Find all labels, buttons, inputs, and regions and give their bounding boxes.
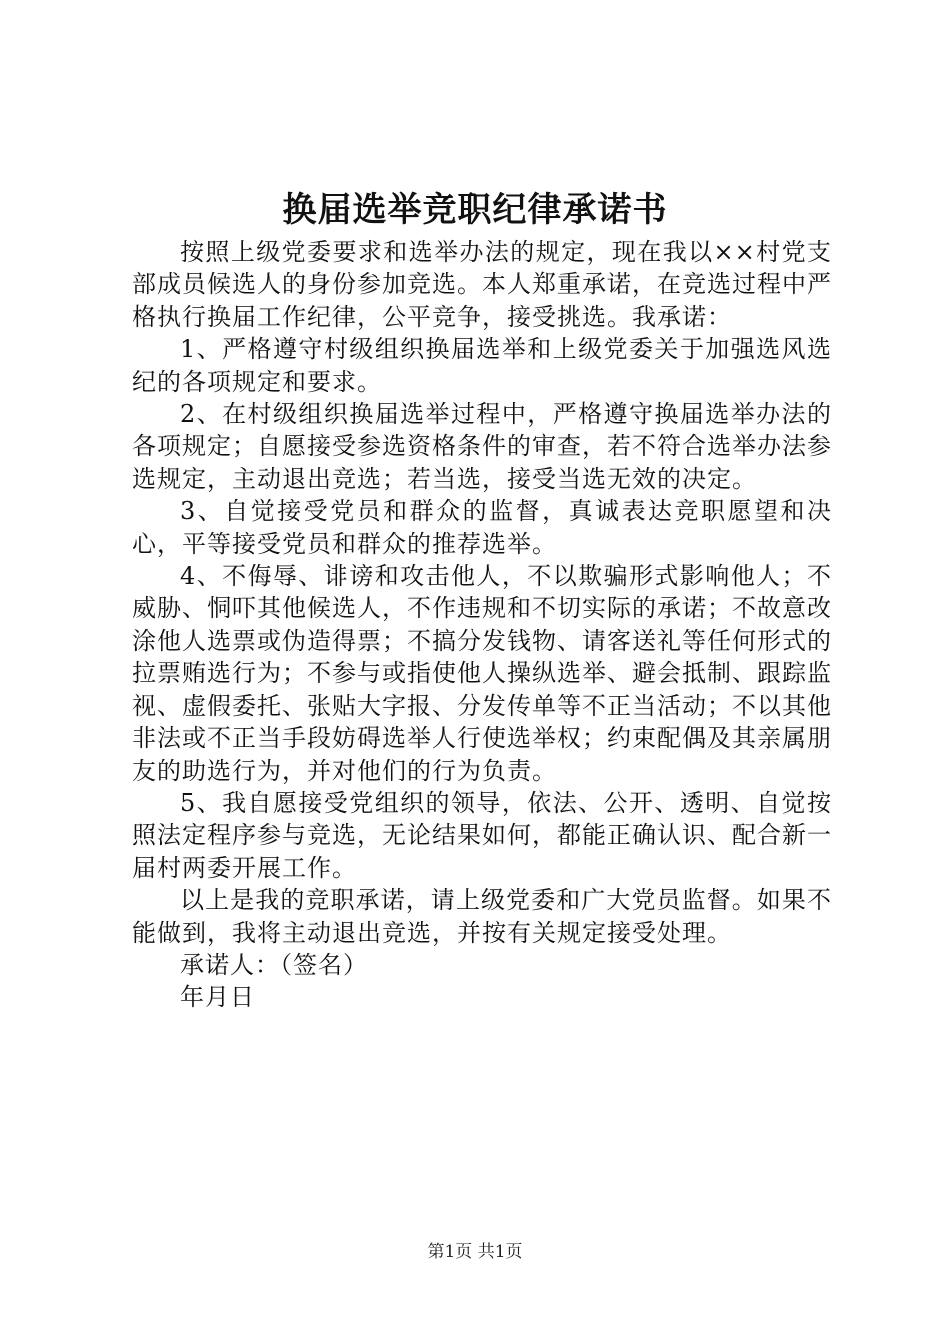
commitment-item-5: 5、我自愿接受党组织的领导，依法、公开、透明、自觉按照法定程序参与竞选，无论结果如何，都能正确认识、配合新一届村两委开展工作。 xyxy=(132,788,832,882)
document-title: 换届选举竞职纪律承诺书 xyxy=(282,190,668,230)
document-body xyxy=(132,236,832,1014)
commitment-item-4: 4、不侮辱、诽谤和攻击他人，不以欺骗形式影响他人；不威胁、恫吓其他候选人，不作违规和不切实际的承诺；不故意改涂他人选票或伪造得票；不搞分发钱物、请客送礼等任何形式的拉票贿选行为；不参与或指使他人操纵选举、避会抵制、跟踪监视、虚假委托、张贴大字报、分发传单等不正当活动；不以其他非法或不正当手段妨碍选举人行使选举权；约束配偶及其亲属朋友的助选行为，并对他们的行为负责。 xyxy=(132,562,832,785)
commitment-item-3: 3、自觉接受党员和群众的监督，真诚表达竞职愿望和决心，平等接受党员和群众的推荐选举。 xyxy=(132,497,832,558)
date-line: 年月日 xyxy=(180,983,255,1012)
closing-paragraph: 以上是我的竞职承诺，请上级党委和广大党员监督。如果不能做到，我将主动退出竞选，并按有关规定接受处理。 xyxy=(132,886,832,947)
signature-line: 承诺人：（签名） xyxy=(180,950,368,979)
commitment-item-2: 2、在村级组织换届选举过程中，严格遵守换届选举办法的各项规定；自愿接受参选资格条件的审查，若不符合选举办法参选规定，主动退出竞选；若当选，接受当选无效的决定。 xyxy=(132,400,832,493)
page-number-footer: 第1页 共1页 xyxy=(427,1242,523,1262)
intro-paragraph: 按照上级党委要求和选举办法的规定，现在我以××村党支部成员候选人的身份参加竞选。本人郑重承诺，在竞选过程中严格执行换届工作纪律，公平竞争，接受挑选。我承诺： xyxy=(132,238,832,331)
commitment-item-1: 1、严格遵守村级组织换届选举和上级党委关于加强选风选纪的各项规定和要求。 xyxy=(132,335,832,396)
